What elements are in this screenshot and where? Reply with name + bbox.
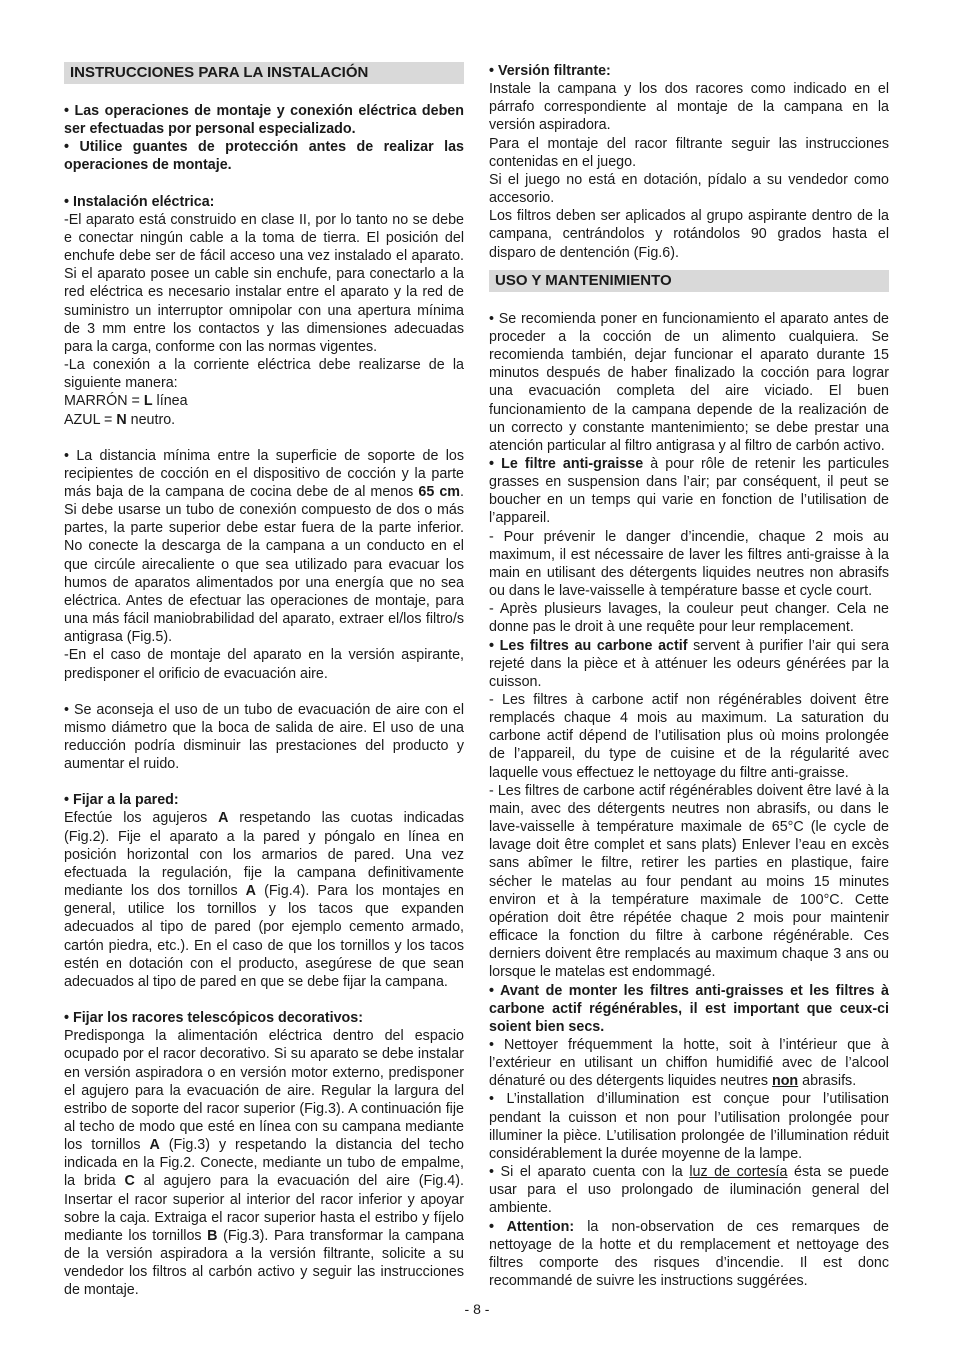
- electrical-class-ii-text: -El aparato está construido en clase II, por lo tanto no se debe e conectar ningún cable a la toma de tierra. El posición del enchufe debe ser de fácil acceso una vez instalado el aparato. Si el aparato posee un cable sin enchufe, para conectarlo a la red eléctrica es necesario instalar entre el aparato y la red de suministro un interruptor omnipolar con una apertura mínima de 3 mm entre los contactos y las dimensiones adecuadas para la carga, conforme con las normas vigentes.: [64, 211, 464, 355]
- right-column: [489, 62, 889, 1290]
- carbon-filter-replace-text: - Les filtres à carbone actif non régénérables doivent être remplacés chaque 4 mois au maximum. La saturation du carbone actif dépend de l’utilisation plus où moins prolongée de l’appareil, du type de cuisine et de la régularité avec laquelle vous effectuez le nettoyage du filtre anti-graisse.: [489, 692, 889, 781]
- electrical-title: • Instalación eléctrica:: [64, 193, 215, 210]
- warning-gloves: • Utilice guantes de protección antes de realizar las operaciones de montaje.: [64, 139, 464, 174]
- filter-version-text-4: Los filtros deben ser aplicados al grupo aspirante dentro de la campana, centrándolos y rotándolos 90 grados hasta el disparo de dentención (Fig.6).: [489, 208, 889, 261]
- minimum-distance-text: • La distancia mínima entre la superficie de soporte de los recipientes de cocción en el dispositivo de cocción y la parte más baja de la campana de cocina debe de al menos 65 cm. Si debe usarse un tubo de conexión compuesto de dos o más partes, la parte superior debe estar fuera de la parte inferior. No conecte la descarga de la campana a un conducto en el que circúle airecaliente o que sea utilizado para evacuar los humos de aparatos alimentados por una energía que no sea eléctrica. Antes de efectuar las operaciones de montaje, para una más fácil maniobrabilidad del aparato, extraer el/los filtro/s antigrasa (Fig.5).: [64, 447, 464, 646]
- blue-wire-line: AZUL = N neutro.: [64, 411, 176, 428]
- carbon-filter-text: • Les filtres au carbone actif servent à purifier l’air qui sera rejeté dans la pièce et à atténuer les odeurs générées par la cuisson.: [489, 637, 889, 690]
- cleaning-text: • Nettoyer fréquemment la hotte, soit à l’intérieur que à l’extérieur en utilisant un chiffon humidifié avec de l’alcool dénaturé ou des détergents liquides neutres non abrasifs.: [489, 1036, 889, 1090]
- installation-heading: INSTRUCCIONES PARA LA INSTALACIÓN: [64, 62, 464, 84]
- wall-mount-title: • Fijar a la pared:: [64, 792, 179, 809]
- filter-version-text-2: Para el montaje del racor filtrante seguir las instrucciones contenidas en el juego.: [489, 135, 889, 170]
- use-recommendation-text: • Se recomienda poner en funcionamiento el aparato antes de proceder a la cocción de un alimento cualquiera. Se recomienda también, dejar funcionar el aparato durante 15 minutos después de haber finalizado la cocción para lograr una evacuación completa del aire viciado. El buen funcionamiento de la campana depende de la realización de un correcto y constante mantenimiento; se debe prestar una atención particular al filtro antigrasa y al filtro de carbón activo.: [489, 310, 889, 454]
- aspirante-text: -En el caso de montaje del aparato en la versión aspirante, predisponer el orificio de evacuación aire.: [64, 647, 464, 682]
- lighting-text: • L’installation d’illumination est conçue pour l’utilisation pendant la cuisson et non pour l’utilisation prolongée pour illuminer la pièce. L’utilisation prolongée de l’illumination réduit considérablement la durée moyenne de la lampe.: [489, 1091, 889, 1162]
- grease-filter-color-text: - Après plusieurs lavages, la couleur peut changer. Cela ne donne pas le droit à une requête pour leur remplacement.: [489, 601, 889, 636]
- page-number: - 8 -: [464, 1301, 490, 1317]
- dry-filters-warning: • Avant de monter les filtres anti-graisses et les filtres à carbone actif régénérables, il est important que ceux-ci soient bien secs.: [489, 982, 889, 1035]
- courtesy-light-text: • Si el aparato cuenta con la luz de cortesía ésta se puede usar para el uso prolongado de iluminación general del ambiente.: [489, 1164, 889, 1217]
- carbon-filter-regenerable-text: - Les filtres de carbone actif régénérables doivent être lavé à la main, avec des détergents neutres non abrasifs, ou dans le lave-vaisselle à température maximale de 65°C (le cycle de lavage doit être complet et sans plats) Enlever l’eau en excès sans abîmer le filtre, retirer les parties en plastique, faire sécher le matelas au four pendant au moins 15 minutes environ et à la température maximale de 100°C. Cette opération doit être répétée chaque 2 mois pour maintenir efficace la fonction du filtre à carbone régénérable. Ces derniers doivent être remplacés au maximum chaque 3 ans ou lorsque le matelas est endommagé.: [489, 782, 889, 981]
- left-column: [64, 62, 464, 1300]
- warning-specialized-personnel: • Las operaciones de montaje y conexión eléctrica deben ser efectuadas por personal especializado.: [64, 103, 464, 138]
- filter-version-text-3: Si el juego no está en dotación, pídalo a su vendedor como accesorio.: [489, 171, 889, 207]
- electrical-connection-text: -La conexión a la corriente eléctrica debe realizarse de la siguiente manera:: [64, 357, 464, 392]
- grease-filter-wash-text: - Pour prévenir le danger d’incendie, chaque 2 mois au maximum, il est nécessaire de laver les filtres anti-graisse à la main en utilisant des détergents liquides neutres non abrasifs ou dans le lave-vaisselle à température basse et cycle court.: [489, 528, 889, 600]
- attention-text: • Attention: la non-observation de ces remarques de nettoyage de la hotte et du remplacement et nettoyage des filtres comporte des risques d’incendie. Il est donc recommandé de suivre les instructions suggérées.: [489, 1218, 889, 1289]
- telescopic-title: • Fijar los racores telescópicos decorativos:: [64, 1010, 364, 1027]
- filter-version-title: • Versión filtrante:: [489, 63, 611, 79]
- telescopic-text: Predisponga la alimentación eléctrica dentro del espacio ocupado por el racor decorativo. Si su aparato se debe instalar en versión aspiradora o en versión motor externo, predisponer el agujero para la evacuación de aire. Regular la largura del estribo de soporte del racor superior (Fig.3). A continuación fije al techo de modo que esté en línea con su campana mediante los tornillos A (Fig.3) y respetando la distancia del techo indicada en la Fig.2. Conecte, mediante un tubo de empalme, la brida C al agujero para la evacuación del aire (Fig.4). Insertar el racor superior al interior del racor inferior y apoyar sobre la caja. Extraiga el racor superior hasta el estribo y fíjelo mediante los tornillos B (Fig.3). Para transformar la campana de la versión aspiradora a la versión filtrante, solicite a su vendedor los filtros al carbón activo y seguir las instrucciones de montaje.: [64, 1028, 464, 1299]
- brown-wire-line: MARRÓN = L línea: [64, 393, 188, 410]
- wall-mount-text: Efectúe los agujeros A respetando las cuotas indicadas (Fig.2). Fije el aparato a la pared y póngalo en línea en posición horizontal con los armarios de pared. Una vez efectuada la regulación, fije la campana definitivamente mediante los dos tornillos A (Fig.4). Para los montajes en general, utilice los tornillos y los tacos que expanden adecuados al tipo de pared (por ejemplo cemento armado, cartón piedra, etc.). En el caso de que los tornillos y los tacos estén en dotación con el producto, asegúrese de que sean adecuados al tipo de pared en que se debe fijar la campana.: [64, 810, 464, 990]
- filter-version-text-1: Instale la campana y los dos racores como indicado en el párrafo correspondiente al montaje de la campana en la versión aspiradora.: [489, 81, 889, 134]
- grease-filter-text: • Le filtre anti-graisse à pour rôle de retenir les particules grasses en suspension dans l’air; par conséquent, il peut se boucher en un temps qui varie en fonction de l’utilisation de l’appareil.: [489, 455, 889, 527]
- tube-advice-text: • Se aconseja el uso de un tubo de evacuación de aire con el mismo diámetro que la boca de salida de aire. El uso de una reducción podría disminuir las prestaciones del producto y aumentar el ruido.: [64, 701, 464, 773]
- use-maintenance-heading: USO Y MANTENIMIENTO: [489, 270, 889, 292]
